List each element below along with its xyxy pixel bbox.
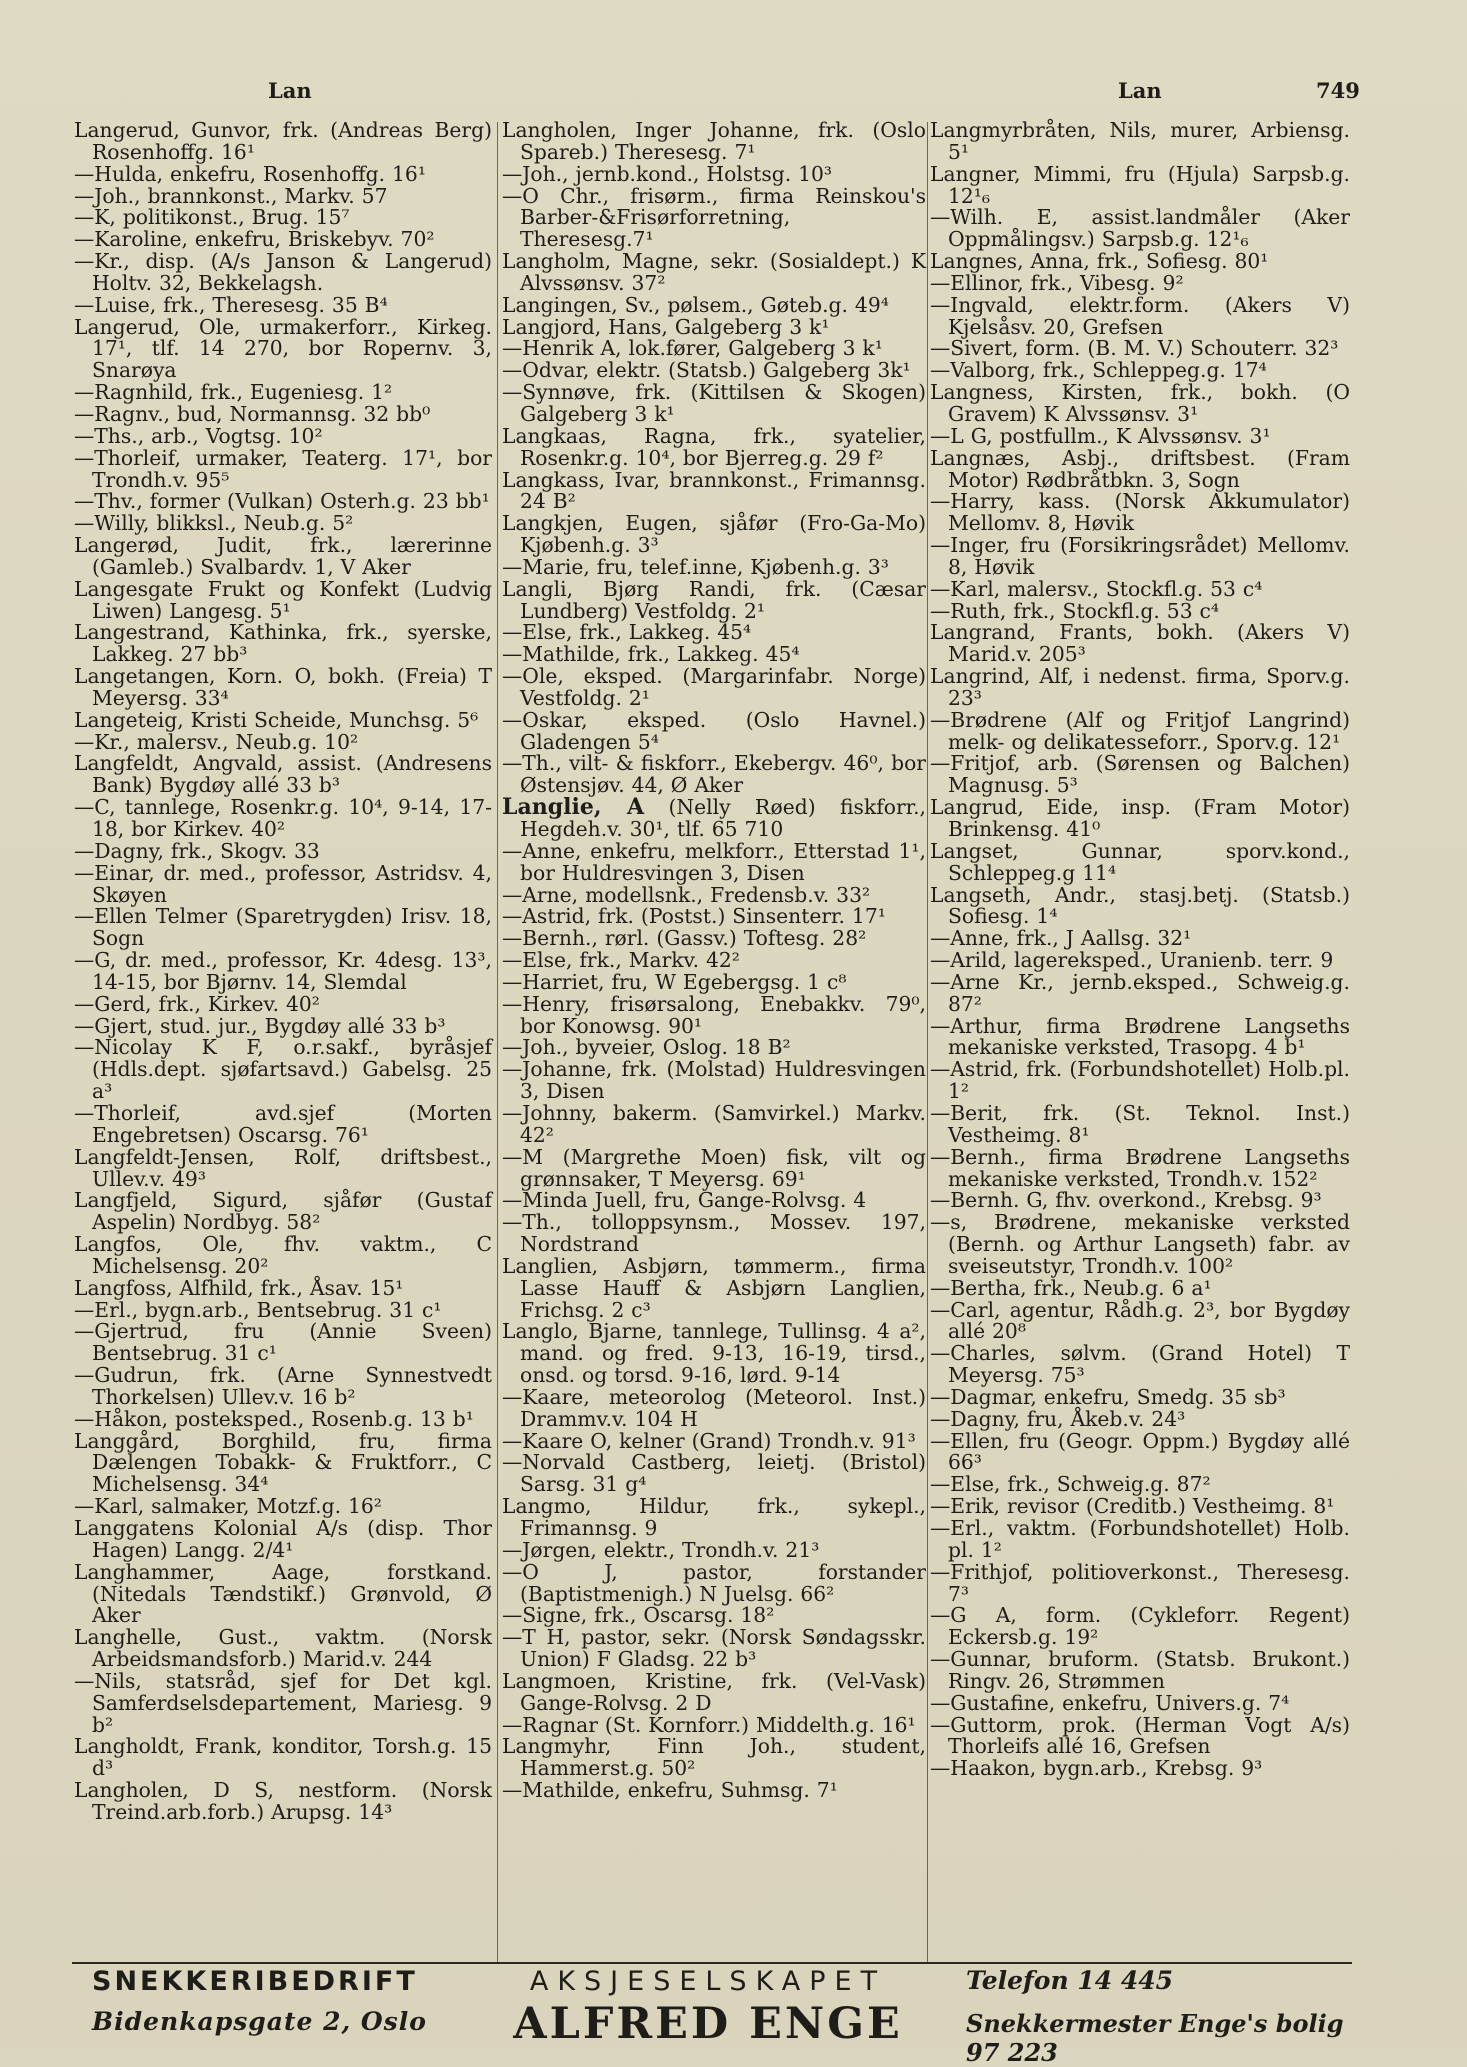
directory-entry: Langfjeld, Sigurd, sjåfør (Gustaf Aspelin) Nordbyg. 58²: [74, 1188, 492, 1235]
directory-entry: —C, tannlege, Rosenkr.g. 10⁴, 9-14, 17-18, bor Kirkev. 40²: [74, 795, 492, 841]
directory-entry: —Norvald Castberg, leietj. (Bristol) Sarsg. 31 g⁴: [502, 1450, 926, 1497]
column-divider: [927, 122, 928, 1962]
header-right-word: Lan: [1118, 78, 1162, 103]
directory-entry: —Arthur, firma Brødrene Langseths mekaniske verksted, Trasopg. 4 b¹: [930, 1013, 1350, 1060]
directory-entry: Langner, Mimmi, fru (Hjula) Sarpsb.g. 12¹₆: [930, 161, 1350, 208]
directory-entry: —Th., vilt- & fiskforr., Ekebergv. 46⁰, bor Østensjøv. 44, Ø Aker: [502, 751, 926, 798]
directory-entry: —Arne, modellsnk., Fredensb.v. 33²: [502, 882, 871, 907]
directory-entry: —Joh., byveier, Oslog. 18 B²: [502, 1035, 791, 1060]
directory-entry: Langlie, A (Nelly Røed) fiskforr., Hegdeh.v. 30¹, tlf. 65 710: [502, 794, 926, 841]
directory-entry: —Karoline, enkefru, Briskebyv. 70²: [74, 227, 435, 252]
directory-entry: —Gjert, stud. jur., Bygdøy allé 33 b³: [74, 1013, 446, 1038]
directory-entry: —Th., tolloppsynsm., Mossev. 197, Nordstrand: [502, 1210, 926, 1257]
directory-entry: —Hulda, enkefru, Rosenhoffg. 16¹: [74, 161, 426, 186]
ad-company-type: AKSJESELSKAPET: [529, 1966, 887, 1997]
directory-entry: —Ragnv., bud, Normannsg. 32 bb⁰: [74, 401, 431, 426]
directory-entry: —Anne, frk., J Aallsg. 32¹: [930, 926, 1192, 951]
directory-entry: —Ragnar (St. Kornforr.) Middelth.g. 16¹: [502, 1712, 916, 1737]
ad-address: Bidenkapsgate 2, Oslo: [92, 2007, 427, 2036]
directory-entry: —Gustafine, enkefru, Univers.g. 7⁴: [930, 1690, 1290, 1715]
directory-entry: —Arne Kr., jernb.eksped., Schweig.g. 87²: [930, 969, 1350, 1016]
directory-entry: Langness, Kirsten, frk., bokh. (O Gravem) K Alvssønsv. 3¹: [930, 380, 1350, 426]
directory-entry: Langfoss, Alfhild, frk., Åsav. 15¹: [74, 1275, 404, 1300]
directory-entry: —Bertha, frk., Neub.g. 6 a¹: [930, 1275, 1212, 1300]
directory-entry: —Håkon, posteksped., Rosenb.g. 13 b¹: [74, 1406, 474, 1431]
advertisement-contact: [966, 1966, 1356, 2067]
directory-entry: —Mathilde, frk., Lakkeg. 45⁴: [502, 642, 800, 667]
directory-entry: —Marie, fru, telef.inne, Kjøbenh.g. 3³: [502, 554, 889, 579]
directory-entry: Langset, Gunnar, sporv.kond., Schleppeg.g 11⁴: [930, 838, 1350, 885]
directory-entry: —Else, frk., Lakkeg. 45⁴: [502, 620, 752, 645]
directory-entry: Langgatens Kolonial A/s (disp. Thor Hagen) Langg. 2/4¹: [74, 1516, 492, 1562]
directory-entry: Langerud, Ole, urmakerforr., Kirkeg. 17¹, tlf. 14 270, bor Ropernv. 3, Snarøya: [74, 314, 492, 383]
directory-entry: —Ellen, fru (Geogr. Oppm.) Bygdøy allé 66³: [930, 1428, 1350, 1475]
directory-entry: —K, politikonst., Brug. 15⁷: [74, 205, 350, 230]
directory-entry: —T H, pastor, sekr. (Norsk Søndagsskr. Union) F Gladsg. 22 b³: [502, 1625, 926, 1672]
directory-entry: Langetangen, Korn. O, bokh. (Freia) T Meyersg. 33⁴: [74, 664, 492, 710]
directory-entry: —Thorleif, urmaker, Teaterg. 17¹, bor Trondh.v. 95⁵: [74, 445, 492, 492]
directory-entry: —Ingvald, elektr.form. (Akers V) Kjelsåsv. 20, Grefsen: [930, 292, 1350, 339]
directory-entry: —Erl., bygn.arb., Bentsebrug. 31 c¹: [74, 1297, 442, 1322]
directory-entry: —Henrik A, lok.fører, Galgeberg 3 k¹: [502, 336, 883, 361]
directory-entry: —Thv., former (Vulkan) Osterh.g. 23 bb¹: [74, 489, 490, 514]
directory-entry: —Kr., malersv., Neub.g. 10²: [74, 729, 359, 754]
directory-entry: Langli, Bjørg Randi, frk. (Cæsar Lundberg) Vestfoldg. 2¹: [502, 576, 926, 623]
directory-entry: —Wilh. E, assist.landmåler (Aker Oppmålingsv.) Sarpsb.g. 12¹₆: [930, 205, 1350, 252]
directory-entry: —Kaare O, kelner (Grand) Trondh.v. 91³: [502, 1428, 916, 1453]
directory-entry: Langnes, Anna, frk., Sofiesg. 80¹: [930, 249, 1269, 274]
directory-entry: —s, Brødrene, mekaniske verksted (Bernh. og Arthur Langseth) fabr. av sveiseutstyr, Trondh.v. 100²: [930, 1210, 1350, 1278]
directory-entry: —Fritjof, arb. (Sørensen og Balchen) Magnusg. 5³: [930, 751, 1350, 798]
directory-entry: —Ellinor, frk., Vibesg. 9²: [930, 270, 1184, 295]
directory-entry: —Johnny, bakerm. (Samvirkel.) Markv. 42²: [502, 1100, 926, 1147]
directory-entry: —Erl., vaktm. (Forbundshotellet) Holb. pl. 1²: [930, 1516, 1350, 1562]
directory-entry: —G, dr. med., professor, Kr. 4desg. 13³, 14-15, bor Bjørnv. 14, Slemdal: [74, 948, 492, 994]
directory-entry: Langrand, Frants, bokh. (Akers V) Marid.v. 205³: [930, 620, 1350, 667]
directory-entry: Langeteig, Kristi Scheide, Munchsg. 5⁶: [74, 707, 479, 732]
directory-entry: —Anne, enkefru, melkforr., Etterstad 1¹, bor Huldresvingen 3, Disen: [502, 838, 926, 885]
directory-entry: Langlo, Bjarne, tannlege, Tullinsg. 4 a², mand. og fred. 9-13, 16-19, tirsd., onsd. og torsd. 9-16, lørd. 9-14: [502, 1319, 926, 1388]
directory-entry: —Astrid, frk. (Postst.) Sinsenterr. 17¹: [502, 904, 886, 929]
directory-entry: Langesgate Frukt og Konfekt (Ludvig Liwen) Langesg. 5¹: [74, 576, 492, 623]
directory-entry: —Harriet, fru, W Egebergsg. 1 c⁸: [502, 969, 847, 994]
directory-entry: Langmo, Hildur, frk., sykepl., Frimannsg. 9: [502, 1494, 926, 1540]
directory-entry: Langlien, Asbjørn, tømmerm., firma Lasse Hauff & Asbjørn Langlien, Frichsg. 2 c³: [502, 1253, 926, 1322]
directory-entry: Langkass, Ivar, brannkonst., Frimannsg. 24 B²: [502, 467, 926, 514]
directory-entry: —Thorleif, avd.sjef (Morten Engebretsen) Oscarsg. 76¹: [74, 1100, 492, 1147]
directory-entry: Langholdt, Frank, konditor, Torsh.g. 15 d³: [74, 1734, 492, 1781]
directory-entry: Langholen, D S, nestform. (Norsk Treind.arb.forb.) Arupsg. 14³: [74, 1778, 492, 1824]
directory-entry: —Kr., disp. (A/s Janson & Langerud) Holtv. 32, Bekkelagsh.: [74, 249, 492, 295]
directory-column-3: [930, 120, 1350, 1780]
directory-entry: —G A, form. (Cykleforr. Regent) Eckersb.g. 19²: [930, 1603, 1350, 1650]
directory-column-1: [74, 120, 492, 1824]
directory-entry: —Synnøve, frk. (Kittilsen & Skogen) Galgeberg 3 k¹: [502, 380, 926, 426]
advertisement-snekkeribedrift: [92, 1966, 472, 2046]
directory-entry: —Else, frk., Markv. 42²: [502, 948, 740, 973]
directory-entry: Langmoen, Kristine, frk. (Vel-Vask) Gange-Rolvsg. 2 D: [502, 1668, 926, 1715]
directory-entry: —Gjertrud, fru (Annie Sveen) Bentsebrug. 31 c¹: [74, 1319, 492, 1366]
advertisement-alfred-enge: [498, 1966, 918, 2049]
directory-entry: —Nils, statsråd, sjef for Det kgl. Samferdselsdepartement, Mariesg. 9 b²: [74, 1668, 492, 1737]
directory-entry: —Frithjof, politioverkonst., Theresesg. 7³: [930, 1559, 1350, 1606]
directory-entry: —Bernh. G, fhv. overkond., Krebsg. 9³: [930, 1188, 1322, 1213]
directory-entry: —Gudrun, frk. (Arne Synnestvedt Thorkelsen) Ullev.v. 16 b²: [74, 1363, 492, 1409]
directory-entry: —Astrid, frk. (Forbundshotellet) Holb.pl. 1²: [930, 1057, 1350, 1104]
directory-entry: —Gerd, frk., Kirkev. 40²: [74, 991, 320, 1016]
directory-entry: —Harry, kass. (Norsk Akkumulator) Mellomv. 8, Høvik: [930, 489, 1350, 536]
directory-entry: Langkaas, Ragna, frk., syatelier, Rosenkr.g. 10⁴, bor Bjerreg.g. 29 f²: [502, 423, 926, 470]
directory-entry: —Inger, fru (Forsikringsrådet) Mellomv. 8, Høvik: [930, 533, 1350, 579]
directory-entry: —Oskar, eksped. (Oslo Havnel.) Gladengen 5⁴: [502, 707, 926, 754]
directory-entry: —Haakon, bygn.arb., Krebsg. 9³: [930, 1756, 1263, 1781]
directory-entry: —Kaare, meteorolog (Meteorol. Inst.) Drammv.v. 104 H: [502, 1384, 926, 1431]
directory-entry: Langfeldt-Jensen, Rolf, driftsbest., Ullev.v. 49³: [74, 1144, 492, 1191]
directory-entry: —Willy, blikksl., Neub.g. 5²: [74, 511, 354, 536]
directory-entry: —Karl, salmaker, Motzf.g. 16²: [74, 1494, 382, 1519]
directory-entry: —Signe, frk., Oscarsg. 18²: [502, 1603, 775, 1628]
directory-entry: Langhammer, Aage, forstkand. (Nitedals Tændstikf.) Grønvold, Ø Aker: [74, 1559, 492, 1628]
directory-entry: —Ruth, frk., Stockfl.g. 53 c⁴: [930, 598, 1220, 623]
directory-entry: —O J, pastor, forstander (Baptistmenigh.) N Juelsg. 66²: [502, 1559, 926, 1606]
directory-entry: Langerød, Judit, frk., lærerinne (Gamleb.) Svalbardv. 1, V Aker: [74, 533, 492, 579]
ad-home-phone: Snekkermester Enge's bolig 97 223: [966, 2009, 1344, 2067]
directory-entry: —Erik, revisor (Creditb.) Vestheimg. 8¹: [930, 1494, 1335, 1519]
directory-entry: Langingen, Sv., pølsem., Gøteb.g. 49⁴: [502, 292, 889, 317]
page-number: 749: [1316, 78, 1360, 103]
directory-entry: —Gunnar, bruform. (Statsb. Brukont.) Ringv. 26, Strømmen: [930, 1647, 1350, 1693]
directory-entry: Langmyrbråten, Nils, murer, Arbiensg. 5¹: [930, 118, 1350, 164]
directory-entry: —Nicolay K F, o.r.sakf., byråsjef (Hdls.dept. sjøfartsavd.) Gabelsg. 25 a³: [74, 1035, 492, 1104]
directory-entry: —Bernh., firma Brødrene Langseths mekaniske verksted, Trondh.v. 152²: [930, 1144, 1350, 1191]
directory-entry: Langholm, Magne, sekr. (Sosialdept.) K Alvssønsv. 37²: [502, 249, 926, 295]
column-divider: [497, 122, 498, 1962]
directory-entry: —Sivert, form. (B. M. V.) Schouterr. 32³: [930, 336, 1339, 361]
footer-rule: [72, 1962, 1352, 1964]
directory-entry: Langerud, Gunvor, frk. (Andreas Berg) Rosenhoffg. 16¹: [74, 118, 492, 164]
bold-entry-name: Langlie, A: [502, 794, 645, 821]
directory-entry: Langmyhr, Finn Joh., student, Hammerst.g. 50²: [502, 1734, 926, 1781]
directory-entry: —Joh., brannkonst., Markv. 57: [74, 183, 388, 208]
directory-entry: Langhelle, Gust., vaktm. (Norsk Arbeidsmandsforb.) Marid.v. 244: [74, 1625, 492, 1672]
directory-entry: —Else, frk., Schweig.g. 87²: [930, 1472, 1211, 1497]
header-left-word: Lan: [268, 78, 312, 103]
directory-entry: —Einar, dr. med., professor, Astridsv. 4, Skøyen: [74, 860, 492, 907]
directory-entry: —Joh., jernb.kond., Holstsg. 10³: [502, 161, 833, 186]
directory-entry: —O Chr., frisørm., firma Reinskou's Barber-&Frisørforretning, Theresesg.7¹: [502, 183, 926, 252]
directory-entry: Langfos, Ole, fhv. vaktm., C Michelsensg. 20²: [74, 1232, 492, 1278]
directory-entry: Langnæs, Asbj., driftsbest. (Fram Motor) Rødbråtbkn. 3, Sogn: [930, 445, 1350, 492]
ad-telephone: Telefon 14 445: [966, 1966, 1174, 1995]
directory-entry: —Luise, frk., Theresesg. 35 B⁴: [74, 292, 388, 317]
directory-entry: —M (Margrethe Moen) fisk, vilt og grønnsaker, T Meyersg. 69¹: [502, 1144, 926, 1191]
directory-entry: Langestrand, Kathinka, frk., syerske, Lakkeg. 27 bb³: [74, 620, 492, 667]
directory-entry: Langrud, Eide, insp. (Fram Motor) Brinkensg. 41⁰: [930, 795, 1350, 841]
directory-entry: —Dagny, fru, Åkeb.v. 24³: [930, 1406, 1186, 1431]
running-header: [0, 78, 1467, 108]
directory-entry: —Ragnhild, frk., Eugeniesg. 1²: [74, 380, 393, 405]
directory-entry: Langjord, Hans, Galgeberg 3 k¹: [502, 314, 830, 339]
directory-entry: —Jørgen, elektr., Trondh.v. 21³: [502, 1537, 820, 1562]
directory-entry: —Guttorm, prok. (Herman Vogt A/s) Thorleifs allé 16, Grefsen: [930, 1712, 1350, 1759]
directory-entry: Langfeldt, Angvald, assist. (Andresens Bank) Bygdøy allé 33 b³: [74, 751, 492, 798]
directory-entry: —Minda Juell, fru, Gange-Rolvsg. 4: [502, 1188, 867, 1213]
directory-entry: Langgård, Borghild, fru, firma Dælengen Tobakk- & Fruktforr., C Michelsensg. 34⁴: [74, 1428, 492, 1497]
directory-entry: —Dagny, frk., Skogv. 33: [74, 838, 320, 863]
ad-business-type: SNEKKERIBEDRIFT: [92, 1966, 418, 1997]
directory-entry: —Mathilde, enkefru, Suhmsg. 7¹: [502, 1778, 838, 1803]
directory-entry: —Berit, frk. (St. Teknol. Inst.) Vestheimg. 8¹: [930, 1100, 1350, 1147]
directory-entry: —Carl, agentur, Rådh.g. 2³, bor Bygdøy allé 20⁸: [930, 1297, 1350, 1344]
directory-entry: —Odvar, elektr. (Statsb.) Galgeberg 3k¹: [502, 358, 911, 383]
directory-entry: —Valborg, frk., Schleppeg.g. 17⁴: [930, 358, 1267, 383]
directory-entry: —Ole, eksped. (Margarinfabr. Norge) Vestfoldg. 2¹: [502, 664, 926, 710]
directory-entry: Langholen, Inger Johanne, frk. (Oslo Spareb.) Theresesg. 7¹: [502, 118, 926, 164]
directory-entry: —Dagmar, enkefru, Smedg. 35 sb³: [930, 1384, 1286, 1409]
directory-entry: —Ths., arb., Vogtsg. 10²: [74, 423, 323, 448]
directory-entry: Langrind, Alf, i nedenst. firma, Sporv.g. 23³: [930, 664, 1350, 710]
ad-company-name: ALFRED ENGE: [513, 1999, 903, 2049]
directory-entry: —Arild, lagereksped., Uranienb. terr. 9: [930, 948, 1334, 973]
directory-entry: —Charles, sølvm. (Grand Hotel) T Meyersg. 75³: [930, 1341, 1350, 1388]
directory-entry: —Karl, malersv., Stockfl.g. 53 c⁴: [930, 576, 1263, 601]
directory-entry: —Bernh., rørl. (Gassv.) Toftesg. 28²: [502, 926, 867, 951]
directory-entry: Langseth, Andr., stasj.betj. (Statsb.) Sofiesg. 1⁴: [930, 882, 1350, 929]
directory-entry: —Brødrene (Alf og Fritjof Langrind) melk- og delikatesseforr., Sporv.g. 12¹: [930, 707, 1350, 754]
directory-entry: —Henry, frisørsalong, Enebakkv. 79⁰, bor Konowsg. 90¹: [502, 991, 926, 1038]
directory-entry: Langkjen, Eugen, sjåfør (Fro-Ga-Mo) Kjøbenh.g. 3³: [502, 511, 926, 558]
directory-entry: —Ellen Telmer (Sparetrygden) Irisv. 18, Sogn: [74, 904, 492, 951]
directory-entry: —L G, postfullm., K Alvssønsv. 3¹: [930, 423, 1271, 448]
directory-column-2: [502, 120, 926, 1802]
directory-entry: —Johanne, frk. (Molstad) Huldresvingen 3, Disen: [502, 1057, 926, 1104]
